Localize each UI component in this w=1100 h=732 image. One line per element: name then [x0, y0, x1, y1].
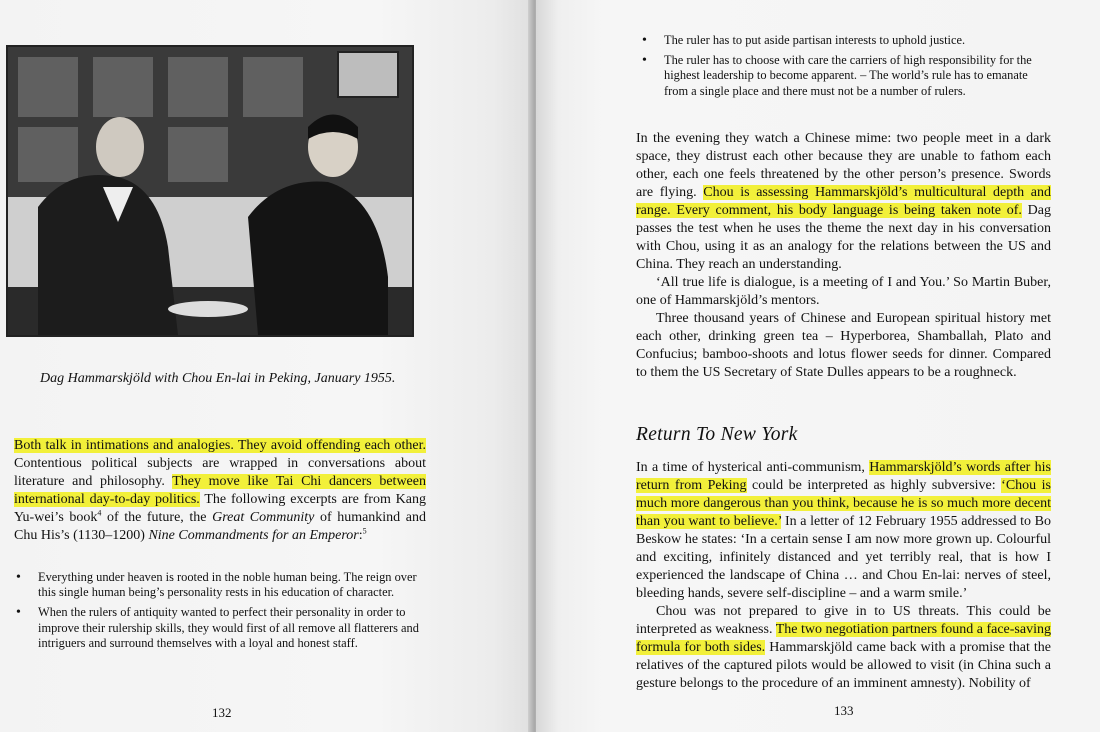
- page-number-right: 133: [834, 703, 854, 718]
- book-title-nine-commandments: Nine Commandments for an Emperor: [148, 528, 359, 543]
- text-run: In a time of hysterical anti-communism,: [636, 460, 870, 475]
- paragraph-spiritual-history: Three thousand years of Chinese and European spiritual history met each other, drinking green tea – Hyperborea, Shamballah, Plato and Confucius; bamboo-shoots and lotus flower seeds for dinner. Compared to them the US Secretary of State Dulles appears to be a roughneck.: [636, 311, 1051, 380]
- text-run: of humankind and Chu His’s (1130–1200): [14, 510, 426, 543]
- text-run: :: [358, 528, 363, 543]
- highlight-words-after-return: Hammarskjöld’s words after his return from Peking: [636, 460, 1052, 493]
- text-run: Chou was not prepared to give in to US threats. This could be interpreted as weakness.: [636, 604, 1051, 637]
- bullet-item: • When the rulers of antiquity wanted to perfect their personality in order to improve their rulership skills, they would first of all remove all flatterers and intriguers and surround themselves with a loyal and honest staff.: [14, 605, 428, 651]
- text-run: of the future, the: [101, 510, 213, 525]
- paragraph-us-threats: [636, 603, 1051, 693]
- left-page: [0, 0, 536, 732]
- photo-caption: Dag Hammarskjöld with Chou En-lai in Peking, January 1955.: [40, 371, 396, 386]
- left-paragraph: [14, 437, 426, 545]
- section-heading: Return To New York: [636, 424, 798, 445]
- text-run: In a letter of 12 February 1955 addressed to Bo Beskow he states: ‘In a certain sense I am now more grown up. Colourful and exciting, infinitely distanced and yet terribly real, that is how I experienced the landscape of China … and Chou En-lai: nerves of steel, bleeding hands, severe self-discipline – and a warm smile.’: [636, 514, 1051, 601]
- footnote-5: 5: [362, 526, 367, 536]
- photo-illustration: [8, 47, 412, 335]
- right-paragraphs-bottom: [636, 459, 1051, 693]
- highlight-chou-assessing: Chou is assessing Hammarskjöld’s multicultural depth and range. Every comment, his body language is being taken note of.: [636, 185, 1051, 218]
- text-run: The following excerpts are from Kang Yu-wei’s book: [14, 492, 426, 525]
- text-run: Dag passes the test when he uses the theme the next day in his conversation with Chou, using it as an analogy for the relations between the US and China. They reach an understanding.: [636, 203, 1052, 272]
- page-number-left: 132: [212, 705, 232, 720]
- paragraph-anti-communism: [636, 459, 1051, 603]
- highlight-tai-chi: They move like Tai Chi dancers between international day-to-day politics.: [14, 474, 426, 507]
- bullet-item: • Everything under heaven is rooted in the noble human being. The reign over this single human being’s personality rests in his education of character.: [14, 570, 428, 600]
- paragraph-mime: [636, 130, 1051, 274]
- right-page: [536, 0, 1100, 732]
- book-title-great-community: Great Community: [212, 510, 315, 525]
- bullet-item: • The ruler has to put aside partisan interests to uphold justice.: [640, 33, 1040, 48]
- paragraph-buber: ‘All true life is dialogue, is a meeting of I and You.’ So Martin Buber, one of Hammarskjöld’s mentors.: [636, 275, 1051, 308]
- left-bullet-list: [14, 570, 428, 656]
- photo-hammarskjold-chou: [6, 45, 414, 337]
- right-paragraphs-top: [636, 130, 1051, 382]
- highlight-chou-quote: ‘Chou is much more dangerous than you think, because he is so much more decent than you want to believe.’: [636, 478, 1052, 529]
- right-bullet-list: [640, 33, 1040, 104]
- highlight-intimations: Both talk in intimations and analogies. They avoid offending each other.: [14, 438, 426, 453]
- text-run: could be interpreted as highly subversive:: [746, 478, 1002, 493]
- bullet-item: • The ruler has to choose with care the carriers of high responsibility for the highest leadership to become apparent. – The world’s rule has to emanate from a single place and there must not be a number of rulers.: [640, 53, 1040, 99]
- footnote-4: 4: [97, 508, 102, 518]
- text-run: Contentious political subjects are wrapped in conversations about literature and philosophy.: [14, 456, 426, 489]
- text-run: In the evening they watch a Chinese mime: two people meet in a dark space, they distrust each other because they are unable to fathom each other, each one feels threatened by the other person’s presence. Swords are flying.: [636, 131, 1051, 200]
- text-run: Hammarskjöld came back with a promise that the relatives of the captured pilots would be allowed to visit (in China such a gesture belongs to the procedure of an imminent amnesty). Nobility of: [636, 640, 1051, 691]
- highlight-face-saving: The two negotiation partners found a face-saving formula for both sides.: [636, 622, 1051, 655]
